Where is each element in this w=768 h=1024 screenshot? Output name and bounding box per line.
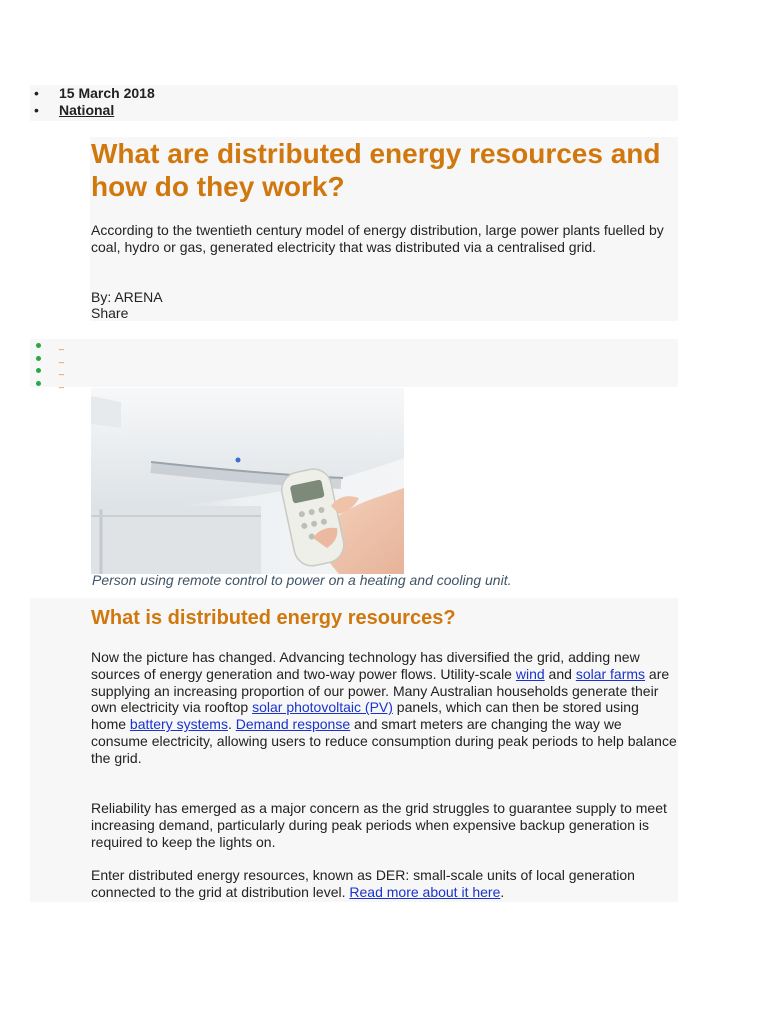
article-body: [30, 598, 678, 902]
paragraph-text: Enter distributed energy resources, known as DER: small-scale units of local generation connected to the grid at distribution level.: [91, 867, 635, 900]
paragraph-text: and: [544, 665, 576, 682]
read-more-link[interactable]: Read more about it here: [349, 883, 501, 900]
share-link-text[interactable]: _: [59, 377, 65, 388]
air-conditioner-remote-illustration: [91, 388, 404, 574]
paragraph-text: Now the picture has changed. Advancing technology has diversified the grid, adding new sources of energy generation and two-way power flows. Utility-scale: [91, 649, 640, 682]
share-link-text[interactable]: _: [59, 352, 65, 363]
article-lede: According to the twentieth century model of energy distribution, large power plants fuelled by coal, hydro or gas, generated electricity that was distributed via a centralised grid.: [91, 222, 664, 255]
share-link-item[interactable]: [30, 352, 678, 365]
photo-caption: Person using remote control to power on a heating and cooling unit.: [92, 572, 512, 588]
share-link-text[interactable]: _: [59, 365, 65, 375]
paragraph-text: and smart meters are changing the way we consume electricity, allowing users to reduce consumption during peak periods to help balance the grid.: [91, 716, 677, 766]
publish-date: • 15 March 2018: [30, 85, 678, 102]
meta-list: [30, 85, 678, 119]
paragraph-3: [91, 867, 677, 901]
article-photo: [91, 388, 404, 574]
category-item: [30, 102, 678, 119]
paragraph-1: [91, 649, 677, 767]
wind-link[interactable]: wind: [515, 665, 545, 682]
article-header: [90, 137, 678, 321]
solar-pv-link[interactable]: solar photovoltaic (PV): [252, 699, 393, 716]
demand-response-link[interactable]: Demand response: [235, 716, 351, 733]
paragraph-2: Reliability has emerged as a major concern as the grid struggles to guarantee supply to meet increasing demand, particularly during peak periods when expensive backup generation is required to keep the lights on.: [91, 800, 667, 850]
share-link-list: [30, 339, 678, 389]
page-title: What are distributed energy resources and how do they work?: [91, 138, 661, 202]
share-link-item[interactable]: [30, 364, 678, 377]
section-heading: What is distributed energy resources?: [91, 607, 456, 629]
article-meta: [30, 85, 678, 121]
category-link[interactable]: National: [59, 102, 115, 118]
paragraph-text: .: [500, 883, 505, 900]
share-label: Share: [91, 305, 129, 321]
share-links: [30, 339, 678, 387]
solar-farms-link[interactable]: solar farms: [575, 665, 646, 682]
paragraph-text: panels, which can then be stored using home: [91, 699, 639, 733]
paragraph-text: .: [227, 716, 236, 733]
paragraph-text: are supplying an increasing proportion of our power. Many Australian households generate their own electricity via rooftop: [91, 665, 670, 716]
battery-systems-link[interactable]: battery systems: [129, 716, 228, 733]
share-link-text[interactable]: _: [59, 340, 65, 350]
share-link-item[interactable]: [30, 339, 678, 352]
byline: By: ARENA: [91, 289, 163, 305]
